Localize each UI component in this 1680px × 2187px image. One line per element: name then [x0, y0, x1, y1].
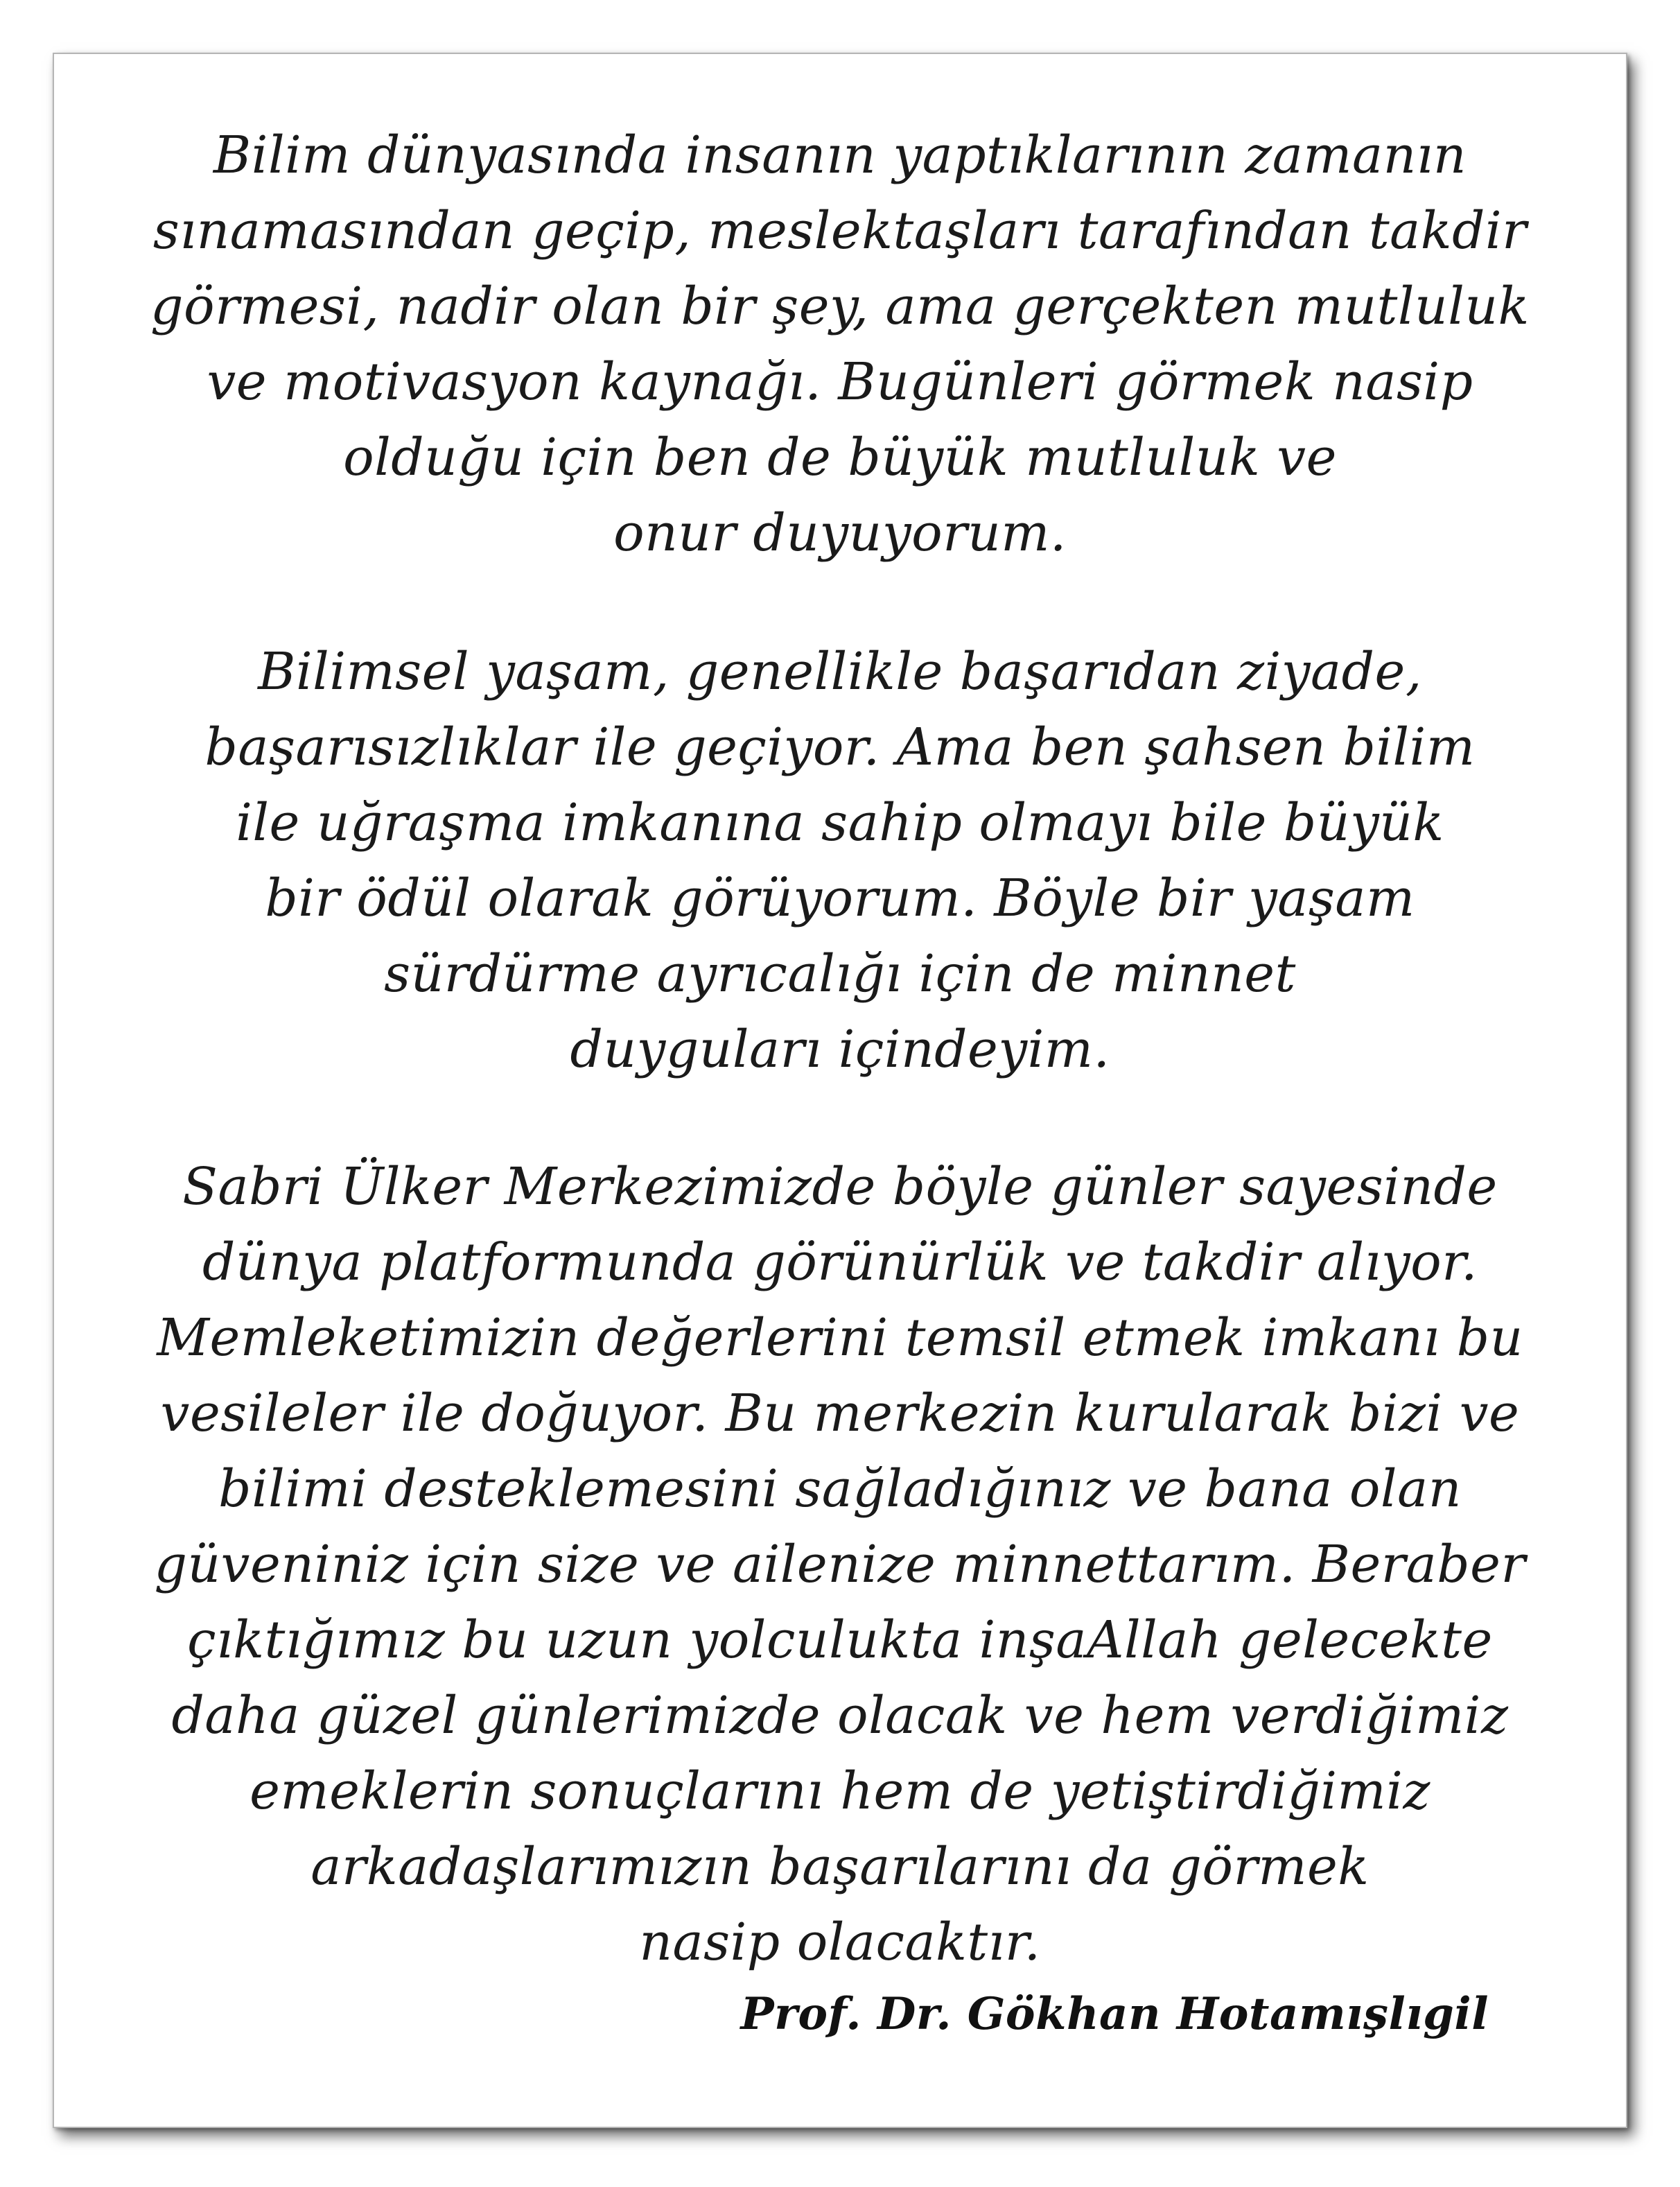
paragraph-line: sürdürme ayrıcalığı için de minnet	[384, 944, 1296, 1004]
paragraph-line: nasip olacaktır.	[639, 1912, 1041, 1972]
paragraph-line: sınamasından geçip, meslektaşları tarafından takdir	[152, 201, 1528, 261]
paragraph-line: ve motivasyon kaynağı. Bugünleri görmek nasip	[207, 352, 1473, 412]
paragraph-line: bilimi desteklemesini sağladığınız ve bana olan	[218, 1459, 1462, 1519]
paragraph-line: daha güzel günlerimizde olacak ve hem verdiğimiz	[171, 1686, 1509, 1745]
letter-card	[53, 53, 1627, 2128]
paragraph-line: dünya platformunda görünürlük ve takdir alıyor.	[202, 1232, 1478, 1292]
paragraph-line: görmesi, nadir olan bir şey, ama gerçekten mutluluk	[150, 277, 1530, 336]
paragraph-line: onur duyuyorum.	[613, 503, 1067, 563]
paragraph-line: çıktığımız bu uzun yolculukta inşaAllah gelecekte	[187, 1610, 1493, 1670]
signature: Prof. Dr. Gökhan Hotamışlıgil	[740, 1988, 1489, 2040]
paragraph-line: Memleketimizin değerlerini temsil etmek imkanı bu	[157, 1308, 1523, 1368]
paragraph-line: emeklerin sonuçlarını hem de yetiştirdiğimiz	[250, 1761, 1430, 1821]
paragraph-line: güveniniz için size ve ailenize minnettarım. Beraber	[154, 1535, 1526, 1594]
paragraph-line: vesileler ile doğuyor. Bu merkezin kurularak bizi ve	[160, 1384, 1520, 1443]
paragraph-line: bir ödül olarak görüyorum. Böyle bir yaşam	[265, 869, 1415, 928]
paragraph-line: duyguları içindeyim.	[570, 1020, 1110, 1079]
paragraph-line: ile uğraşma imkanına sahip olmayı bile büyük	[236, 793, 1444, 853]
paragraph-3	[54, 1149, 1626, 1980]
paragraph-line: arkadaşlarımızın başarılarını da görmek	[310, 1837, 1370, 1897]
paragraph-line: Bilim dünyasında insanın yaptıklarının zamanın	[213, 125, 1467, 185]
paragraph-2	[54, 634, 1626, 1088]
paragraph-1	[54, 118, 1626, 571]
paragraph-line: başarısızlıklar ile geçiyor. Ama ben şahsen bilim	[204, 717, 1476, 777]
paragraph-line: Sabri Ülker Merkezimizde böyle günler sayesinde	[182, 1157, 1498, 1217]
paragraph-line: olduğu için ben de büyük mutluluk ve	[343, 428, 1337, 487]
paragraph-line: Bilimsel yaşam, genellikle başarıdan ziyade,	[258, 642, 1422, 702]
